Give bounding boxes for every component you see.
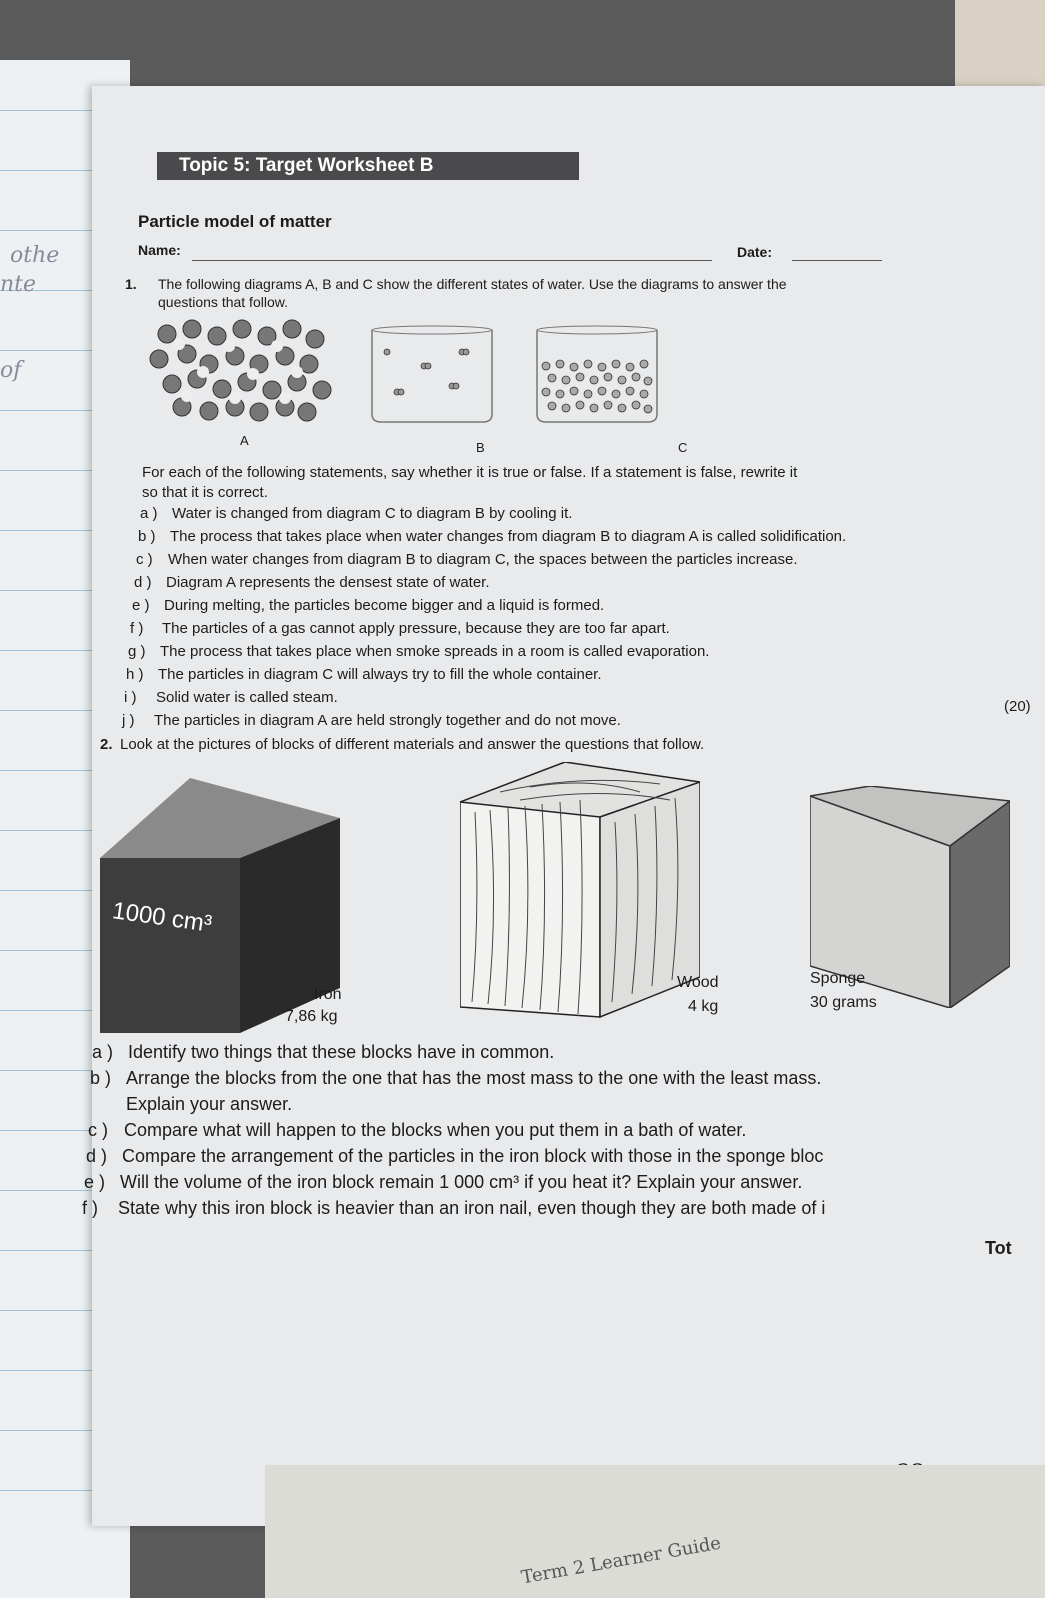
iron-mass: 7,86 kg: [285, 1008, 338, 1025]
statement-letter: e ): [132, 597, 150, 614]
statement-text: The process that takes place when smoke spreads in a room is called evaporation.: [160, 643, 710, 660]
diagram-b-gas: [367, 324, 497, 424]
total-label: Tot: [985, 1238, 1012, 1258]
statement-letter: g ): [128, 643, 146, 660]
question-2-item: Explain your answer.: [126, 1094, 293, 1114]
question-2-item: Arrange the blocks from the one that has the most mass to the one with the least mass.: [126, 1068, 822, 1088]
name-label: Name:: [138, 242, 181, 258]
question-2-letter: e ): [84, 1172, 106, 1192]
question-2-number: 2.: [100, 736, 113, 753]
statement-text: Solid water is called steam.: [156, 689, 338, 706]
statement-text: Water is changed from diagram C to diagram B by cooling it.: [172, 505, 573, 522]
wood-mass: 4 kg: [688, 998, 719, 1015]
iron-volume-label: 1000 cm³: [110, 897, 214, 938]
question-2-letter: f ): [82, 1198, 98, 1218]
wood-block-image: [460, 762, 700, 1022]
statement-letter: f ): [130, 620, 144, 637]
question-2-letter: b ): [90, 1068, 112, 1088]
statement-letter: d ): [134, 574, 152, 591]
statement-text: During melting, the particles become bigger and a liquid is formed.: [164, 597, 605, 614]
handwriting-note: nte: [0, 272, 37, 297]
question-2-item: Identify two things that these blocks have in common.: [128, 1042, 555, 1062]
statement-letter: j ): [122, 712, 135, 729]
handwriting-note: of: [0, 358, 22, 383]
diagram-c-label: C: [678, 440, 688, 455]
question-2-letter: d ): [86, 1146, 108, 1166]
diagram-a-label: A: [240, 433, 249, 448]
wood-name: Wood: [677, 974, 719, 991]
section-subtitle: Particle model of matter: [138, 212, 332, 231]
sponge-mass: 30 grams: [810, 994, 877, 1011]
statement-letter: h ): [126, 666, 144, 683]
statement-text: When water changes from diagram B to diagram C, the spaces between the particles increase.: [168, 551, 798, 568]
diagram-c-liquid: [532, 324, 662, 424]
question-2-item: Will the volume of the iron block remain 1 000 cm³ if you heat it? Explain your answer.: [120, 1172, 803, 1192]
question-1-text: The following diagrams A, B and C show the different states of water. Use the diagrams to answer the: [158, 276, 787, 292]
topic-title: Topic 5: Target Worksheet B: [157, 152, 579, 180]
diagram-a-solid: [147, 314, 337, 424]
statement-text: The particles in diagram C will always try to fill the whole container.: [158, 666, 602, 683]
date-label: Date:: [737, 244, 773, 260]
page-footer-area: [265, 1465, 1045, 1598]
statement-text: The particles of a gas cannot apply pressure, because they are too far apart.: [162, 620, 670, 637]
name-line: [192, 260, 712, 261]
statement-text: Diagram A represents the densest state of water.: [166, 574, 490, 591]
question-2-letter: a ): [92, 1042, 114, 1062]
date-line: [792, 260, 882, 261]
statement-letter: c ): [136, 551, 153, 568]
statement-text: The process that takes place when water changes from diagram B to diagram A is called solidification.: [170, 528, 847, 545]
sponge-name: Sponge: [810, 970, 866, 987]
statement-letter: a ): [140, 505, 158, 522]
statement-letter: b ): [138, 528, 156, 545]
diagram-b-label: B: [476, 440, 485, 455]
statement-text: The particles in diagram A are held strongly together and do not move.: [154, 712, 621, 729]
instruction-text: so that it is correct.: [142, 484, 268, 501]
question-2-item: Compare what will happen to the blocks when you put them in a bath of water.: [124, 1120, 747, 1140]
question-1-number: 1.: [125, 276, 137, 292]
handwriting-note: othe: [10, 243, 60, 268]
question-1-text: questions that follow.: [158, 294, 288, 310]
iron-name: Iron: [314, 986, 342, 1003]
marks-label: (20): [1004, 698, 1031, 715]
question-2-letter: c ): [88, 1120, 108, 1140]
instruction-text: For each of the following statements, say whether it is true or false. If a statement is false, rewrite it: [142, 464, 798, 481]
statement-letter: i ): [124, 689, 137, 706]
question-2-item: State why this iron block is heavier than an iron nail, even though they are both made of i: [118, 1198, 826, 1218]
question-2-intro: Look at the pictures of blocks of different materials and answer the questions that follow.: [120, 736, 705, 753]
footer-text: Term 2 Learner Guide: [519, 1532, 723, 1589]
worksheet-page: [82, 86, 1045, 1526]
question-2-item: Compare the arrangement of the particles in the iron block with those in the sponge bloc: [122, 1146, 824, 1166]
